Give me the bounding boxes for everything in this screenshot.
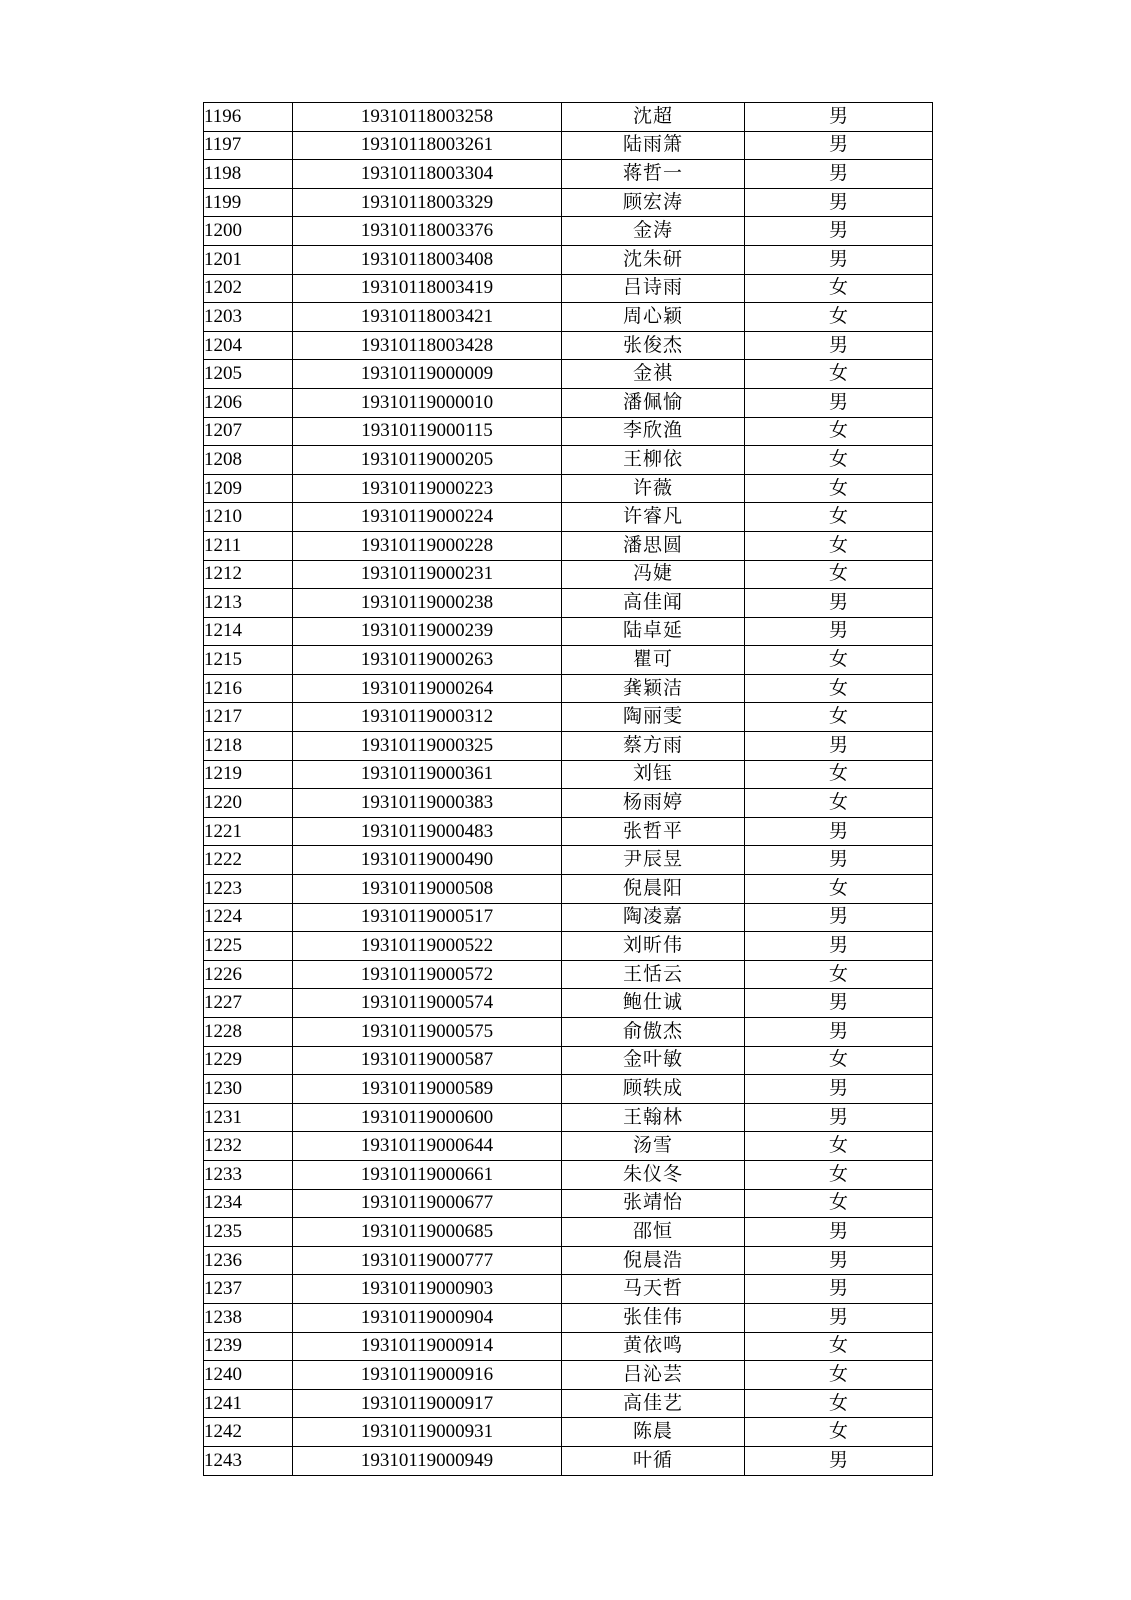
serial-number-cell: 1242 (204, 1418, 293, 1447)
serial-number-cell: 1231 (204, 1103, 293, 1132)
serial-number-cell: 1211 (204, 531, 293, 560)
table-row (204, 303, 933, 332)
gender-cell: 男 (745, 1218, 933, 1247)
table-row (204, 274, 933, 303)
person-name-cell: 沈超 (562, 103, 745, 132)
candidate-id-cell: 19310118003304 (293, 160, 562, 189)
gender-cell: 女 (745, 274, 933, 303)
gender-cell: 男 (745, 903, 933, 932)
person-name-cell: 王翰林 (562, 1103, 745, 1132)
person-name-cell: 杨雨婷 (562, 789, 745, 818)
gender-cell: 女 (745, 960, 933, 989)
serial-number-cell: 1227 (204, 989, 293, 1018)
person-name-cell: 马天哲 (562, 1275, 745, 1304)
candidate-id-cell: 19310119000589 (293, 1075, 562, 1104)
gender-cell: 女 (745, 531, 933, 560)
person-name-cell: 顾轶成 (562, 1075, 745, 1104)
person-name-cell: 倪晨浩 (562, 1246, 745, 1275)
candidate-id-cell: 19310118003261 (293, 131, 562, 160)
candidate-id-cell: 19310119000685 (293, 1218, 562, 1247)
gender-cell: 男 (745, 1446, 933, 1475)
table-row (204, 1075, 933, 1104)
candidate-id-cell: 19310119000777 (293, 1246, 562, 1275)
table-row (204, 1018, 933, 1047)
gender-cell: 女 (745, 1189, 933, 1218)
gender-cell: 女 (745, 875, 933, 904)
table-row (204, 617, 933, 646)
table-row (204, 1160, 933, 1189)
candidate-id-cell: 19310119000575 (293, 1018, 562, 1047)
gender-cell: 男 (745, 1303, 933, 1332)
table-row (204, 503, 933, 532)
candidate-id-cell: 19310119000916 (293, 1361, 562, 1390)
serial-number-cell: 1230 (204, 1075, 293, 1104)
gender-cell: 女 (745, 1332, 933, 1361)
table-row (204, 703, 933, 732)
serial-number-cell: 1217 (204, 703, 293, 732)
table-row (204, 960, 933, 989)
person-name-cell: 鲍仕诚 (562, 989, 745, 1018)
table-row (204, 589, 933, 618)
serial-number-cell: 1233 (204, 1160, 293, 1189)
candidate-id-cell: 19310119000205 (293, 446, 562, 475)
roster-table-body (204, 103, 933, 1476)
gender-cell: 男 (745, 817, 933, 846)
table-row (204, 1189, 933, 1218)
person-name-cell: 李欣渔 (562, 417, 745, 446)
person-name-cell: 邵恒 (562, 1218, 745, 1247)
serial-number-cell: 1213 (204, 589, 293, 618)
serial-number-cell: 1210 (204, 503, 293, 532)
gender-cell: 男 (745, 103, 933, 132)
candidate-id-cell: 19310119000312 (293, 703, 562, 732)
candidate-id-cell: 19310119000228 (293, 531, 562, 560)
serial-number-cell: 1209 (204, 474, 293, 503)
candidate-id-cell: 19310119000263 (293, 646, 562, 675)
person-name-cell: 潘思圆 (562, 531, 745, 560)
candidate-id-cell: 19310119000223 (293, 474, 562, 503)
person-name-cell: 尹辰昱 (562, 846, 745, 875)
gender-cell: 男 (745, 1018, 933, 1047)
candidate-id-cell: 19310119000661 (293, 1160, 562, 1189)
serial-number-cell: 1200 (204, 217, 293, 246)
gender-cell: 男 (745, 1275, 933, 1304)
serial-number-cell: 1228 (204, 1018, 293, 1047)
serial-number-cell: 1229 (204, 1046, 293, 1075)
table-row (204, 1446, 933, 1475)
candidate-id-cell: 19310119000600 (293, 1103, 562, 1132)
person-name-cell: 蒋哲一 (562, 160, 745, 189)
person-name-cell: 陆雨箫 (562, 131, 745, 160)
serial-number-cell: 1214 (204, 617, 293, 646)
candidate-id-cell: 19310119000572 (293, 960, 562, 989)
table-row (204, 1246, 933, 1275)
gender-cell: 男 (745, 245, 933, 274)
candidate-id-cell: 19310119000517 (293, 903, 562, 932)
person-name-cell: 龚颖洁 (562, 674, 745, 703)
serial-number-cell: 1237 (204, 1275, 293, 1304)
roster-table (203, 102, 933, 1476)
table-row (204, 531, 933, 560)
table-row (204, 875, 933, 904)
table-row (204, 903, 933, 932)
candidate-id-cell: 19310119000914 (293, 1332, 562, 1361)
person-name-cell: 张靖怡 (562, 1189, 745, 1218)
table-row (204, 846, 933, 875)
gender-cell: 男 (745, 1246, 933, 1275)
gender-cell: 男 (745, 846, 933, 875)
table-row (204, 817, 933, 846)
person-name-cell: 吕沁芸 (562, 1361, 745, 1390)
table-row (204, 188, 933, 217)
gender-cell: 男 (745, 188, 933, 217)
candidate-id-cell: 19310118003408 (293, 245, 562, 274)
serial-number-cell: 1220 (204, 789, 293, 818)
serial-number-cell: 1222 (204, 846, 293, 875)
person-name-cell: 倪晨阳 (562, 875, 745, 904)
candidate-id-cell: 19310119000383 (293, 789, 562, 818)
gender-cell: 女 (745, 789, 933, 818)
gender-cell: 女 (745, 760, 933, 789)
gender-cell: 女 (745, 646, 933, 675)
serial-number-cell: 1198 (204, 160, 293, 189)
table-row (204, 1332, 933, 1361)
serial-number-cell: 1218 (204, 732, 293, 761)
person-name-cell: 汤雪 (562, 1132, 745, 1161)
serial-number-cell: 1224 (204, 903, 293, 932)
candidate-id-cell: 19310119000325 (293, 732, 562, 761)
gender-cell: 男 (745, 617, 933, 646)
person-name-cell: 许睿凡 (562, 503, 745, 532)
table-row (204, 103, 933, 132)
person-name-cell: 俞傲杰 (562, 1018, 745, 1047)
person-name-cell: 张哲平 (562, 817, 745, 846)
gender-cell: 男 (745, 1075, 933, 1104)
gender-cell: 女 (745, 703, 933, 732)
serial-number-cell: 1199 (204, 188, 293, 217)
table-row (204, 732, 933, 761)
gender-cell: 女 (745, 1160, 933, 1189)
gender-cell: 男 (745, 732, 933, 761)
person-name-cell: 高佳闻 (562, 589, 745, 618)
candidate-id-cell: 19310119000231 (293, 560, 562, 589)
table-row (204, 131, 933, 160)
table-row (204, 560, 933, 589)
person-name-cell: 王恬云 (562, 960, 745, 989)
serial-number-cell: 1215 (204, 646, 293, 675)
gender-cell: 女 (745, 1132, 933, 1161)
gender-cell: 男 (745, 589, 933, 618)
person-name-cell: 许薇 (562, 474, 745, 503)
serial-number-cell: 1234 (204, 1189, 293, 1218)
table-row (204, 217, 933, 246)
serial-number-cell: 1239 (204, 1332, 293, 1361)
candidate-id-cell: 19310119000574 (293, 989, 562, 1018)
candidate-id-cell: 19310119000238 (293, 589, 562, 618)
person-name-cell: 顾宏涛 (562, 188, 745, 217)
candidate-id-cell: 19310119000361 (293, 760, 562, 789)
candidate-id-cell: 19310119000224 (293, 503, 562, 532)
person-name-cell: 刘钰 (562, 760, 745, 789)
candidate-id-cell: 19310119000931 (293, 1418, 562, 1447)
candidate-id-cell: 19310118003428 (293, 331, 562, 360)
candidate-id-cell: 19310119000115 (293, 417, 562, 446)
gender-cell: 男 (745, 1103, 933, 1132)
serial-number-cell: 1208 (204, 446, 293, 475)
candidate-id-cell: 19310119000010 (293, 388, 562, 417)
person-name-cell: 张佳伟 (562, 1303, 745, 1332)
person-name-cell: 沈朱研 (562, 245, 745, 274)
table-row (204, 760, 933, 789)
serial-number-cell: 1226 (204, 960, 293, 989)
serial-number-cell: 1204 (204, 331, 293, 360)
serial-number-cell: 1201 (204, 245, 293, 274)
candidate-id-cell: 19310119000904 (293, 1303, 562, 1332)
serial-number-cell: 1219 (204, 760, 293, 789)
serial-number-cell: 1236 (204, 1246, 293, 1275)
serial-number-cell: 1235 (204, 1218, 293, 1247)
table-row (204, 1132, 933, 1161)
gender-cell: 女 (745, 1046, 933, 1075)
person-name-cell: 朱仪冬 (562, 1160, 745, 1189)
gender-cell: 女 (745, 1389, 933, 1418)
serial-number-cell: 1241 (204, 1389, 293, 1418)
gender-cell: 女 (745, 674, 933, 703)
table-row (204, 646, 933, 675)
candidate-id-cell: 19310119000483 (293, 817, 562, 846)
table-row (204, 1389, 933, 1418)
serial-number-cell: 1238 (204, 1303, 293, 1332)
gender-cell: 男 (745, 932, 933, 961)
person-name-cell: 叶循 (562, 1446, 745, 1475)
serial-number-cell: 1212 (204, 560, 293, 589)
table-row (204, 1361, 933, 1390)
candidate-id-cell: 19310119000644 (293, 1132, 562, 1161)
gender-cell: 男 (745, 388, 933, 417)
table-row (204, 331, 933, 360)
person-name-cell: 高佳艺 (562, 1389, 745, 1418)
candidate-id-cell: 19310118003421 (293, 303, 562, 332)
candidate-id-cell: 19310119000917 (293, 1389, 562, 1418)
candidate-id-cell: 19310119000522 (293, 932, 562, 961)
gender-cell: 男 (745, 131, 933, 160)
table-row (204, 160, 933, 189)
table-row (204, 446, 933, 475)
serial-number-cell: 1197 (204, 131, 293, 160)
table-row (204, 474, 933, 503)
person-name-cell: 冯婕 (562, 560, 745, 589)
serial-number-cell: 1216 (204, 674, 293, 703)
candidate-id-cell: 19310119000490 (293, 846, 562, 875)
person-name-cell: 潘佩愉 (562, 388, 745, 417)
serial-number-cell: 1223 (204, 875, 293, 904)
table-row (204, 674, 933, 703)
gender-cell: 女 (745, 503, 933, 532)
person-name-cell: 金叶敏 (562, 1046, 745, 1075)
person-name-cell: 吕诗雨 (562, 274, 745, 303)
serial-number-cell: 1232 (204, 1132, 293, 1161)
person-name-cell: 周心颖 (562, 303, 745, 332)
table-row (204, 1275, 933, 1304)
table-row (204, 789, 933, 818)
person-name-cell: 金祺 (562, 360, 745, 389)
gender-cell: 女 (745, 446, 933, 475)
gender-cell: 女 (745, 474, 933, 503)
serial-number-cell: 1240 (204, 1361, 293, 1390)
table-row (204, 1303, 933, 1332)
serial-number-cell: 1207 (204, 417, 293, 446)
candidate-id-cell: 19310119000903 (293, 1275, 562, 1304)
gender-cell: 女 (745, 417, 933, 446)
serial-number-cell: 1221 (204, 817, 293, 846)
gender-cell: 男 (745, 160, 933, 189)
gender-cell: 男 (745, 331, 933, 360)
table-row (204, 245, 933, 274)
candidate-id-cell: 19310118003258 (293, 103, 562, 132)
table-row (204, 1218, 933, 1247)
person-name-cell: 陶凌嘉 (562, 903, 745, 932)
person-name-cell: 陆卓延 (562, 617, 745, 646)
gender-cell: 女 (745, 360, 933, 389)
candidate-id-cell: 19310118003329 (293, 188, 562, 217)
gender-cell: 男 (745, 217, 933, 246)
gender-cell: 女 (745, 1361, 933, 1390)
person-name-cell: 刘昕伟 (562, 932, 745, 961)
table-row (204, 1046, 933, 1075)
serial-number-cell: 1203 (204, 303, 293, 332)
serial-number-cell: 1243 (204, 1446, 293, 1475)
person-name-cell: 陶丽雯 (562, 703, 745, 732)
serial-number-cell: 1205 (204, 360, 293, 389)
person-name-cell: 金涛 (562, 217, 745, 246)
table-row (204, 989, 933, 1018)
person-name-cell: 蔡方雨 (562, 732, 745, 761)
candidate-id-cell: 19310119000264 (293, 674, 562, 703)
serial-number-cell: 1202 (204, 274, 293, 303)
serial-number-cell: 1225 (204, 932, 293, 961)
table-row (204, 932, 933, 961)
candidate-id-cell: 19310119000677 (293, 1189, 562, 1218)
table-row (204, 388, 933, 417)
person-name-cell: 黄依鸣 (562, 1332, 745, 1361)
person-name-cell: 瞿可 (562, 646, 745, 675)
candidate-id-cell: 19310119000587 (293, 1046, 562, 1075)
table-row (204, 360, 933, 389)
candidate-id-cell: 19310118003376 (293, 217, 562, 246)
gender-cell: 男 (745, 989, 933, 1018)
candidate-id-cell: 19310119000949 (293, 1446, 562, 1475)
table-row (204, 1418, 933, 1447)
gender-cell: 女 (745, 560, 933, 589)
person-name-cell: 张俊杰 (562, 331, 745, 360)
gender-cell: 女 (745, 1418, 933, 1447)
candidate-id-cell: 19310118003419 (293, 274, 562, 303)
candidate-id-cell: 19310119000508 (293, 875, 562, 904)
person-name-cell: 王柳依 (562, 446, 745, 475)
person-name-cell: 陈晨 (562, 1418, 745, 1447)
serial-number-cell: 1206 (204, 388, 293, 417)
gender-cell: 女 (745, 303, 933, 332)
candidate-id-cell: 19310119000239 (293, 617, 562, 646)
serial-number-cell: 1196 (204, 103, 293, 132)
table-row (204, 1103, 933, 1132)
table-row (204, 417, 933, 446)
candidate-id-cell: 19310119000009 (293, 360, 562, 389)
